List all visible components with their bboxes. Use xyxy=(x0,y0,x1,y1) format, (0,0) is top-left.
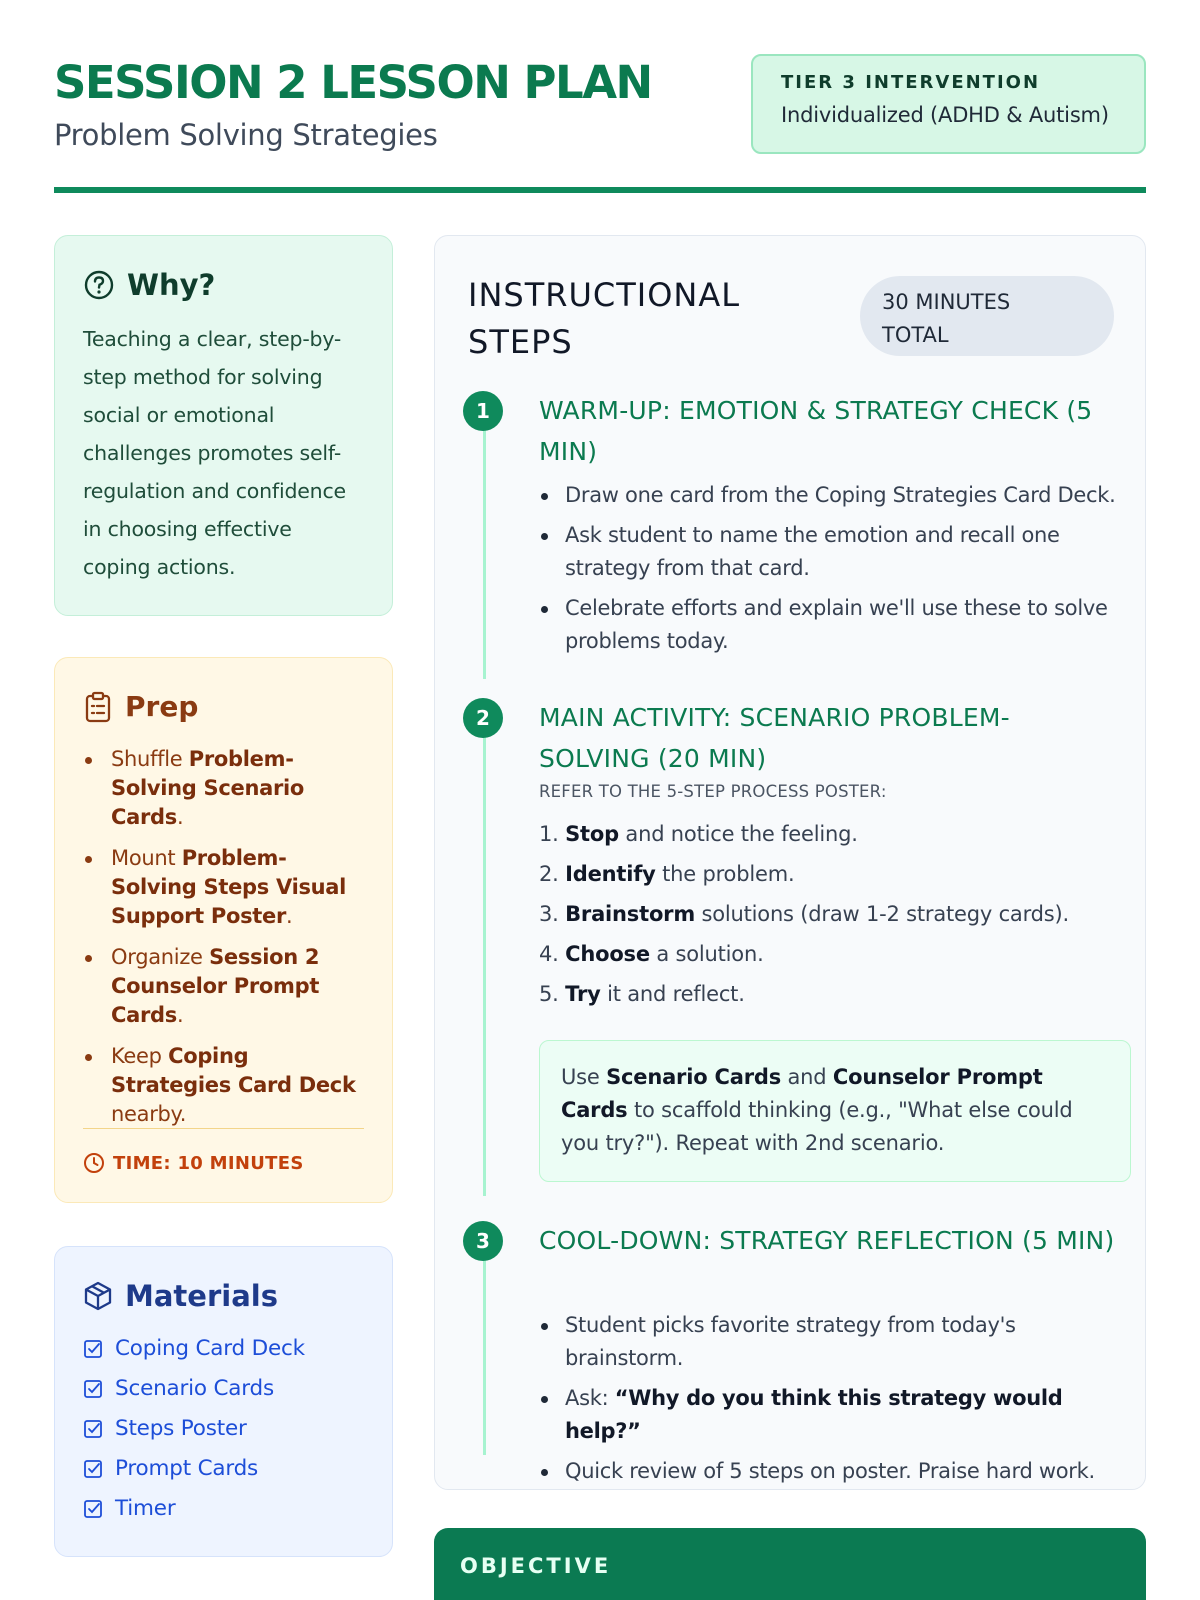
instructional-panel xyxy=(434,235,1146,1490)
why-card xyxy=(54,235,393,616)
list-item: 3. Brainstorm solutions (draw 1-2 strategy cards). xyxy=(539,902,1069,926)
page-header xyxy=(54,52,1146,194)
step-title: COOL-DOWN: STRATEGY REFLECTION (5 MIN) xyxy=(539,1226,1115,1255)
checkbox-icon xyxy=(83,1379,103,1399)
step-title: MAIN ACTIVITY: SCENARIO PROBLEM-SOLVING (20 MIN) xyxy=(539,703,1010,773)
page-subtitle: Problem Solving Strategies xyxy=(54,118,438,152)
tier-text: Individualized (ADHD & Autism) xyxy=(781,103,1109,127)
materials-heading: Materials xyxy=(125,1279,278,1313)
checkbox-icon xyxy=(83,1339,103,1359)
clock-icon xyxy=(83,1152,105,1174)
step-number: 1 xyxy=(463,391,503,431)
checkbox-icon xyxy=(83,1419,103,1439)
duration-badge: 30 MINUTES TOTAL xyxy=(860,276,1114,356)
tier-badge xyxy=(751,54,1146,154)
step-connector-line xyxy=(483,411,486,679)
instructional-title: INSTRUCTIONAL STEPS xyxy=(468,276,741,361)
why-heading-row xyxy=(83,268,364,302)
why-heading: Why? xyxy=(127,268,216,302)
list-item: Ask: “Why do you think this strategy would help?” xyxy=(539,1382,1129,1448)
prep-list xyxy=(83,745,364,1129)
prep-card xyxy=(54,657,393,1203)
scaffold-tip-box: Use Scenario Cards and Counselor Prompt Cards to scaffold thinking (e.g., "What else could you try?"). Repeat with 2nd scenario. xyxy=(539,1040,1131,1182)
checkbox-icon xyxy=(83,1459,103,1479)
five-step-list xyxy=(539,814,1129,1014)
step-bullets xyxy=(539,1309,1129,1495)
list-item: Ask student to name the emotion and recall one strategy from that card. xyxy=(539,519,1129,585)
list-item: 2. Identify the problem. xyxy=(539,862,795,886)
clipboard-icon xyxy=(83,691,113,723)
prep-item: Keep Coping Strategies Card Deck nearby. xyxy=(83,1042,364,1129)
material-item: Steps Poster xyxy=(83,1409,364,1449)
prep-item: Organize Session 2 Counselor Prompt Cards. xyxy=(83,943,364,1030)
material-item: Coping Card Deck xyxy=(83,1329,364,1369)
step-number: 3 xyxy=(463,1221,503,1261)
step-main-activity xyxy=(449,698,1129,1258)
prep-item: Mount Problem-Solving Steps Visual Support Poster. xyxy=(83,844,364,931)
prep-heading-row xyxy=(83,690,364,723)
step-connector-line xyxy=(483,1241,486,1455)
list-item: 5. Try it and reflect. xyxy=(539,982,745,1006)
list-item: 1. Stop and notice the feeling. xyxy=(539,822,858,846)
prep-item: Shuffle Problem-Solving Scenario Cards. xyxy=(83,745,364,832)
step-cool-down xyxy=(449,1221,1129,1483)
prep-heading: Prep xyxy=(125,690,199,723)
list-item: Quick review of 5 steps on poster. Praise hard work. xyxy=(539,1455,1129,1488)
list-item: Draw one card from the Coping Strategies Card Deck. xyxy=(539,479,1129,512)
poster-reference-label: REFER TO THE 5-STEP PROCESS POSTER: xyxy=(539,782,887,801)
checkbox-icon xyxy=(83,1499,103,1519)
tier-label: TIER 3 INTERVENTION xyxy=(781,72,1041,93)
step-warm-up xyxy=(449,391,1129,721)
list-item: Celebrate efforts and explain we'll use these to solve problems today. xyxy=(539,592,1129,658)
materials-list xyxy=(83,1329,364,1529)
material-item: Scenario Cards xyxy=(83,1369,364,1409)
box-icon xyxy=(83,1280,113,1312)
step-number: 2 xyxy=(463,698,503,738)
prep-time xyxy=(83,1152,304,1174)
header-divider xyxy=(54,187,1146,193)
materials-card xyxy=(54,1246,393,1557)
material-item: Prompt Cards xyxy=(83,1449,364,1489)
list-item: Student picks favorite strategy from today's brainstorm. xyxy=(539,1309,1129,1375)
step-title: WARM-UP: EMOTION & STRATEGY CHECK (5 MIN) xyxy=(539,396,1093,466)
step-bullets xyxy=(539,479,1129,665)
question-circle-icon xyxy=(83,269,115,301)
prep-divider xyxy=(83,1128,364,1129)
objective-label: OBJECTIVE xyxy=(460,1554,612,1578)
why-text: Teaching a clear, step-by-step method for solving social or emotional challenges promotes self-regulation and confidence in choosing effective coping actions. xyxy=(83,327,346,579)
prep-time-label: TIME: 10 MINUTES xyxy=(113,1152,304,1174)
materials-heading-row xyxy=(83,1279,364,1313)
page-title: SESSION 2 LESSON PLAN xyxy=(54,56,652,109)
list-item: 4. Choose a solution. xyxy=(539,942,764,966)
material-item: Timer xyxy=(83,1489,364,1529)
step-connector-line xyxy=(483,718,486,1196)
objective-banner xyxy=(434,1528,1146,1600)
